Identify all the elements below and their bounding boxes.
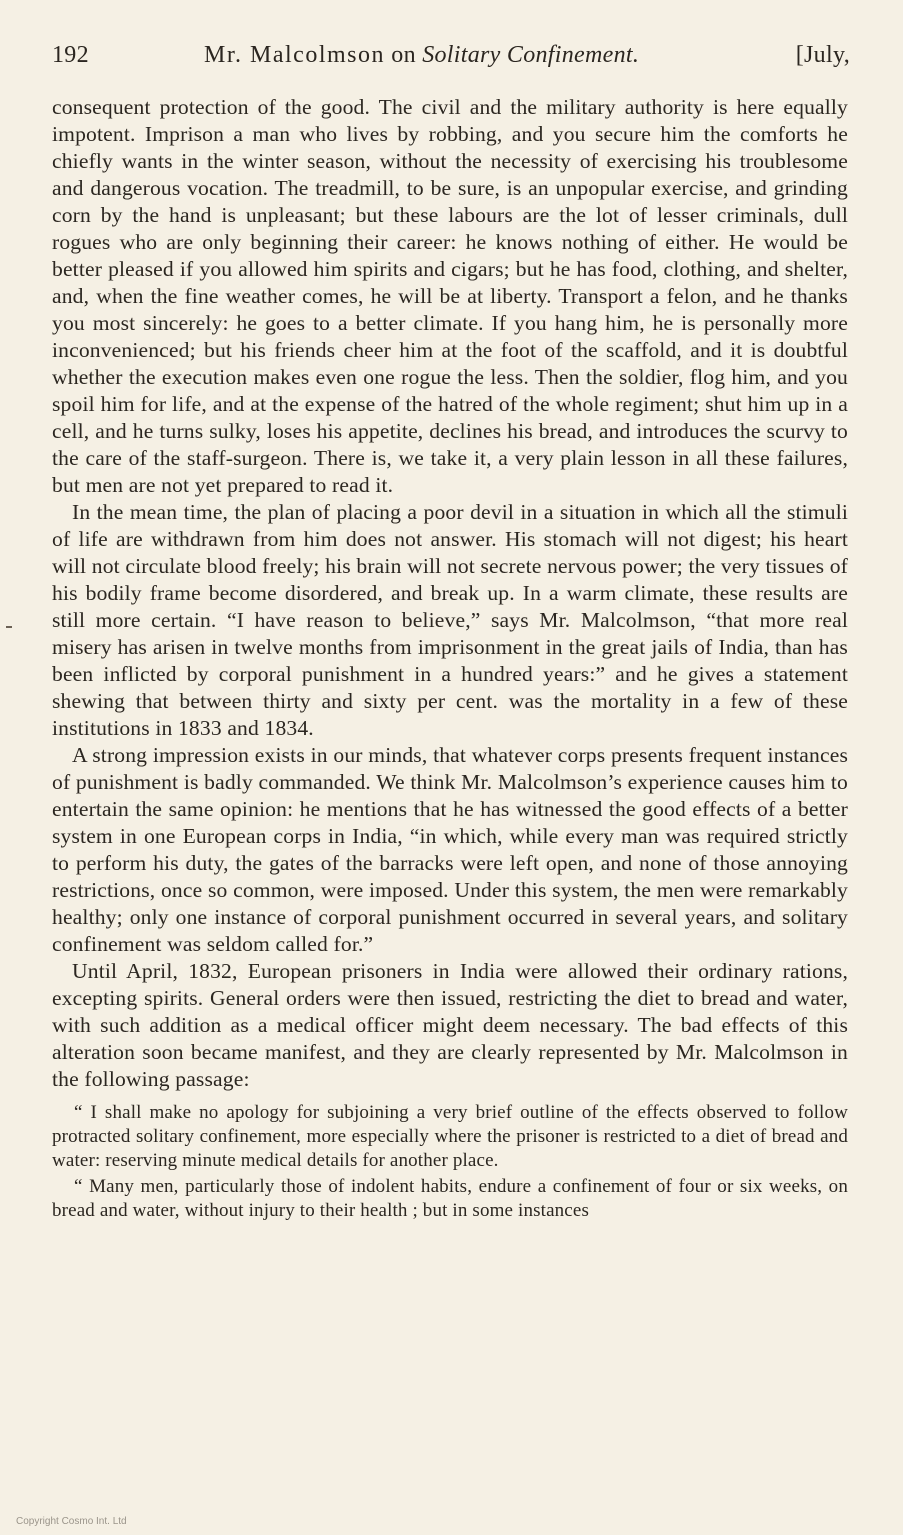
block-quote [52, 1101, 848, 1223]
page-number: 192 [52, 42, 89, 68]
paragraph-4: Until April, 1832, European prisoners in India were allowed their ordinary rations, excepting spirits. General orders were then issued, restricting the diet to bread and water, with such addition as a medical officer might deem necessary. The bad effects of this alteration soon became manifest, and they are clearly represented by Mr. Malcolmson in the following passage: [52, 959, 848, 1091]
running-title-author: Mr. Malcolmson [204, 42, 385, 68]
running-title-subject: Solitary Confinement. [422, 42, 640, 68]
body-text [52, 94, 848, 1223]
copyright-notice: Copyright Cosmo Int. Ltd [16, 1516, 127, 1527]
running-header [52, 42, 850, 76]
quote-paragraph-1: “ I shall make no apology for subjoining a very brief outline of the effects observed to follow protracted solitary confinement, more especially where the prisoner is restricted to a diet of bread and water: reserving minute medical details for another place. [52, 1102, 848, 1171]
running-title [204, 42, 639, 69]
running-title-connector: on [385, 42, 423, 68]
margin-mark [6, 626, 12, 628]
paragraph-3: A strong impression exists in our minds, that whatever corps presents frequent instances of punishment is badly commanded. We think Mr. Malcolmson’s experience causes him to entertain the same opinion: he mentions that he has witnessed the good effects of a better system in one European corps in India, “in which, while every man was required strictly to perform his duty, the gates of the barracks were left open, and none of those annoying restrictions, once so common, were imposed. Under this system, the men were remarkably healthy; only one instance of corporal punishment occurred in several years, and solitary confinement was seldom called for.” [52, 743, 848, 956]
quote-paragraph-2: “ Many men, particularly those of indolent habits, endure a confinement of four or six weeks, on bread and water, without injury to their health ; but in some instances [52, 1176, 848, 1221]
paragraph-2: In the mean time, the plan of placing a poor devil in a situation in which all the stimuli of life are withdrawn from him does not answer. His stomach will not digest; his heart will not circulate blood freely; his brain will not secrete nervous power; the very tissues of his bodily frame become disordered, and break up. In a warm climate, these results are still more certain. “I have reason to believe,” says Mr. Malcolmson, “that more real misery has arisen in twelve months from imprisonment in the great jails of India, than has been inflicted by corporal punishment in a hundred years:” and he gives a statement shewing that between thirty and sixty per cent. was the mortality in a few of these institutions in 1833 and 1834. [52, 500, 848, 740]
paragraph-1: consequent protection of the good. The civil and the military authority is here equally impotent. Imprison a man who lives by robbing, and you secure him the comforts he chiefly wants in the winter season, without the necessity of exercising his troublesome and dangerous vocation. The treadmill, to be sure, is an unpopular exercise, and grinding corn by the hand is unpleasant; but these labours are the lot of lesser criminals, dull rogues who are only beginning their career: he knows nothing of either. He would be better pleased if you allowed him spirits and cigars; but he has food, clothing, and shelter, and, when the fine weather comes, he will be at liberty. Transport a felon, and he thanks you most sincerely: he goes to a better climate. If you hang him, he is personally more inconvenienced; but his friends cheer him at the foot of the scaffold, and it is doubtful whether the execution makes even one rogue the less. Then the soldier, flog him, and you spoil him for life, and at the expense of the hatred of the whole regiment; shut him up in a cell, and he turns sulky, loses his appetite, declines his bread, and introduces the scurvy to the care of the staff-surgeon. There is, we take it, a very plain lesson in all these failures, but men are not yet prepared to read it. [52, 95, 848, 497]
running-date: [July, [795, 42, 850, 68]
